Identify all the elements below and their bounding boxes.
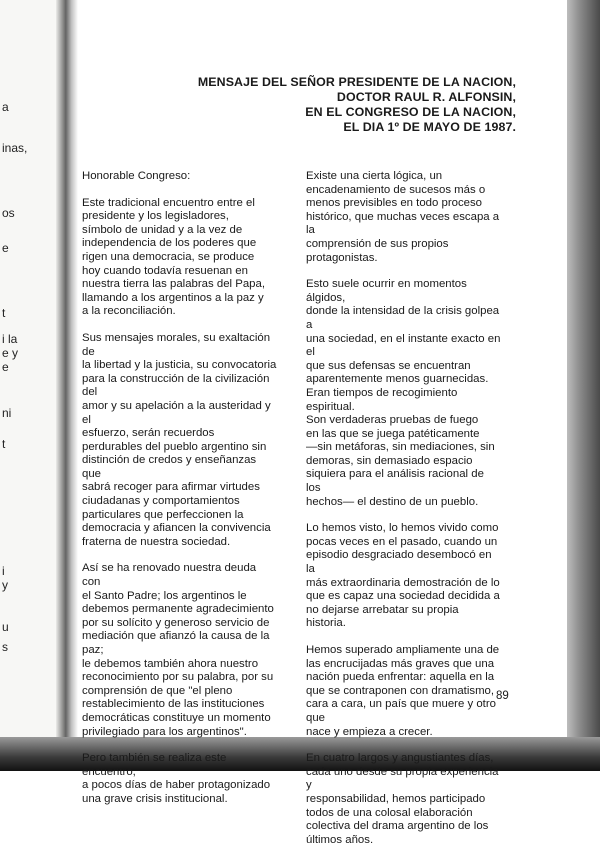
speech-heading xyxy=(198,75,516,135)
facing-page-fragment: u xyxy=(2,620,9,634)
salutation: Honorable Congreso: xyxy=(82,170,191,182)
heading-line: EN EL CONGRESO DE LA NACION, xyxy=(305,105,516,119)
facing-page-fragment: i la xyxy=(2,332,18,346)
paragraph: Lo hemos visto, lo hemos vivido como pocas veces en el pasado, cuando un episodio desgraciado desembocó en la más extraordinaria demostración de lo que es capaz una sociedad decidida a no dejarse arrebatar su propia historia. xyxy=(306,522,500,630)
paragraph: Esto suele ocurrir en momentos álgidos, donde la intensidad de la crisis golpea a una sociedad, en el instante exacto en el que sus defensas se encuentran aparentemente menos guarnecidas. Eran tiempos de recogimiento espiritual. Son verdaderas pruebas de fuego en las que se juega patéticamente —sin metáforas, sin mediaciones, sin demoras, sin demasiado espacio siquiera para el análisis racional de los hechos— el destino de un pueblo. xyxy=(306,278,501,508)
facing-page-fragment: e y xyxy=(2,346,19,360)
page-number: 89 xyxy=(496,690,509,702)
page-right-edge-shadow xyxy=(567,0,600,771)
left-text-column xyxy=(82,170,277,820)
facing-page-fragment: ni xyxy=(2,406,12,420)
paragraph: En cuatro largos y angustiantes días, cada uno desde su propia experiencia y responsabilidad, hemos participado todos de una colosal elaboración colectiva del drama argentino de los últimos años. xyxy=(306,752,499,846)
heading-line: DOCTOR RAUL R. ALFONSIN, xyxy=(336,90,516,104)
facing-page-fragment: t xyxy=(2,306,6,320)
facing-page-fragment: i xyxy=(2,564,5,578)
heading-line: MENSAJE DEL SEÑOR PRESIDENTE DE LA NACION, xyxy=(197,75,516,89)
facing-page-fragment: e xyxy=(2,241,9,255)
paragraph: Existe una cierta lógica, un encadenamiento de sucesos más o menos previsibles en todo proceso histórico, que muchas veces escapa a la comprensión de sus propios protagonistas. xyxy=(306,170,500,264)
paragraph: Así se ha renovado nuestra deuda con el Santo Padre; los argentinos le debemos permanente agradecimiento por su solícito y generoso servicio de mediación que afianzó la causa de la paz; le debemos también ahora nuestro reconocimiento por su palabra, por su comprensión de que "el pleno restablecimiento de las instituciones democráticas constituye un momento privilegiado para los argentinos". xyxy=(82,562,274,738)
book-gutter-shadow xyxy=(56,0,78,771)
facing-page-fragment: s xyxy=(2,640,8,654)
paragraph: Hemos superado ampliamente una de las encrucijadas más graves que una nación pueda enfrentar: aquella en la que se contraponen con dramatismo, cara a cara, un país que muere y otro que nace y empieza a crecer. xyxy=(306,644,500,738)
heading-line: EL DIA 1º DE MAYO DE 1987. xyxy=(343,120,516,134)
paragraph: Este tradicional encuentro entre el presidente y los legisladores, símbolo de unidad y a la vez de independencia de los poderes que rigen una democracia, se produce hoy cuando todavía resuenan en nuestra tierra las palabras del Papa, llamando a los argentinos a la paz y a la reconciliación. xyxy=(82,196,265,318)
paragraph: Sus mensajes morales, su exaltación de la libertad y la justicia, su convocatoria para la construcción de la civilización del amor y su apelación a la austeridad y el esfuerzo, serán recuerdos perdurables del pueblo argentino sin distinción de credos y enseñanzas que sabrá recoger para afirmar virtudes ciudadanas y comportamientos particulares que perfeccionen la democracia y afiancen la convivencia fraterna de nuestra sociedad. xyxy=(82,331,277,548)
right-text-column xyxy=(306,170,501,860)
facing-page-fragment: y xyxy=(2,578,8,592)
facing-page-fragment: a xyxy=(2,100,9,114)
facing-page-fragment: inas, xyxy=(2,141,28,155)
facing-page-fragment: t xyxy=(2,437,6,451)
facing-page-fragment: os xyxy=(2,206,15,220)
paragraph: Pero también se realiza este encuentro, a pocos días de haber protagonizado una grave crisis institucional. xyxy=(82,752,271,805)
facing-page-fragment: e xyxy=(2,360,9,374)
